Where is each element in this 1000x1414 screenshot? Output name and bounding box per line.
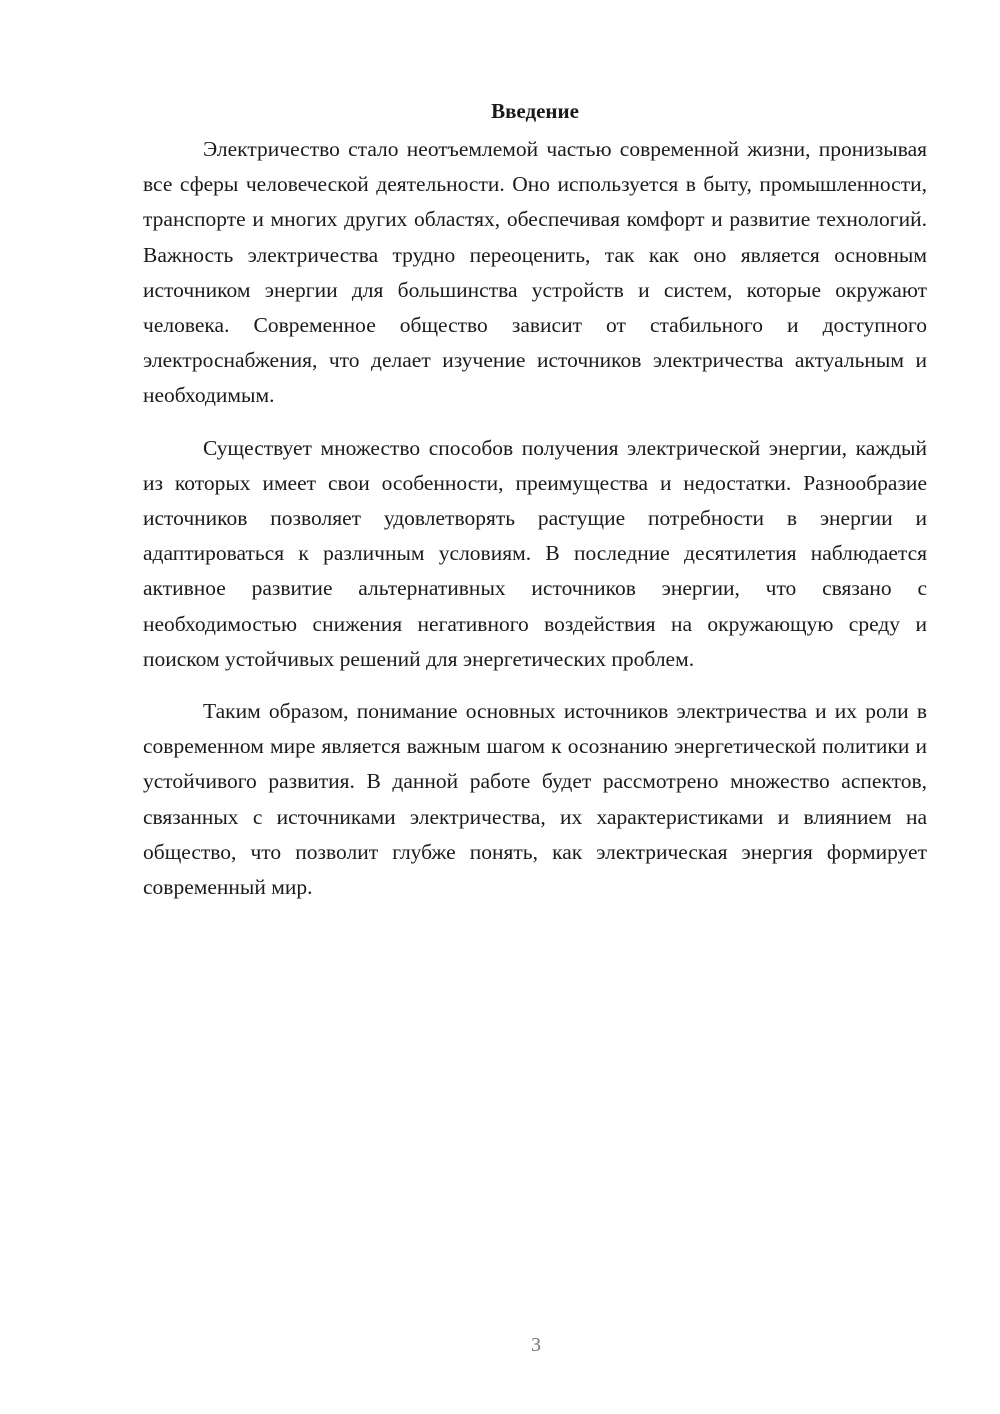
paragraph-2: Существует множество способов получения электрической энергии, каждый из которых имеет свои особенности, преимущества и недостатки. Разнообразие источников позволяет удовлетворять растущие потребности в энергии и адаптироваться к различным условиям. В последние десятилетия наблюдается активное развитие альтернативных источников энергии, что связано с необходимостью снижения негативного воздействия на окружающую среду и поиском устойчивых решений для энергетических проблем. xyxy=(143,435,927,671)
page-content xyxy=(143,96,927,922)
paragraph-3: Таким образом, понимание основных источников электричества и их роли в современном мире является важным шагом к осознанию энергетической политики и устойчивого развития. В данной работе будет рассмотрено множество аспектов, связанных с источниками электричества, их характеристиками и влиянием на общество, что позволит глубже понять, как электрическая энергия формирует современный мир. xyxy=(143,699,927,900)
paragraph-1: Электричество стало неотъемлемой частью современной жизни, пронизывая все сферы человеческой деятельности. Оно используется в быту, промышленности, транспорте и многих других областях, обеспечивая комфорт и развитие технологий. Важность электричества трудно переоценить, так как оно является основным источником энергии для большинства устройств и систем, которые окружают человека. Современное общество зависит от стабильного и доступного электроснабжения, что делает изучение источников электричества актуальным и необходимым. xyxy=(143,137,927,408)
section-heading: Введение xyxy=(491,99,579,123)
page-number: 3 xyxy=(531,1334,541,1356)
